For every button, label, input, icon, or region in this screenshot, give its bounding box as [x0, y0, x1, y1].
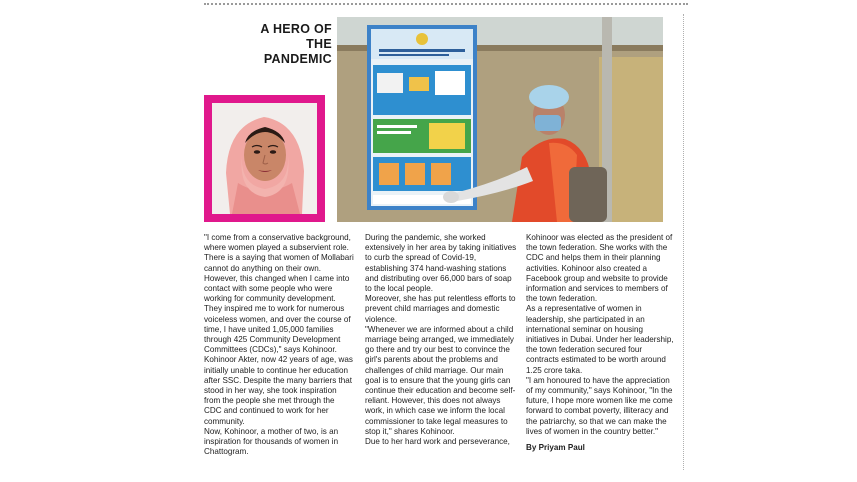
paragraph: Kohinoor Akter, now 42 years of age, was initially unable to continue her education after SSC. Despite the many barriers that stood in her way, she took inspiration from the people she met through the CDC and continued to work for her community.: [204, 355, 353, 426]
paragraph: Now, Kohinoor, a mother of two, is an inspiration for thousands of women in Chattogram.: [204, 426, 339, 457]
title-line-2: PANDEMIC: [263, 52, 332, 66]
article-column-1: [204, 233, 354, 457]
top-dotted-rule: [204, 3, 688, 5]
column-divider: [683, 14, 684, 470]
portrait-frame: [204, 95, 325, 222]
article-column-2: [365, 233, 517, 447]
poster-photo: [337, 17, 663, 222]
paragraph: Due to her hard work and perseverance,: [365, 437, 510, 447]
title-line-1: A HERO OF THE: [260, 22, 332, 51]
paragraph: Moreover, she has put relentless efforts to prevent child marriages and domestic violence.: [365, 294, 516, 324]
paragraph: "I come from a conservative background, where women played a subservient role. There is a saying that women of Mollabari cannot do anything on their own. However, this changed when I came into contact with some people who were working for community development. They inspired me to work for numerous voiceless women, and over the course of time, I have united 1,05,000 families through 425 Community Development Committees (CDCs)," says Kohinoor.: [204, 233, 354, 355]
paragraph: During the pandemic, she worked extensively in her area by taking initiatives to curb the spread of Covid-19, establishing 374 hand-washing stations and distributing over 66,000 bars of soap to the local people.: [365, 233, 517, 294]
paragraph: "Whenever we are informed about a child marriage being arranged, we immediately go there and try our best to convince the girl's parents about the problems and challenges of child marriage. Our main goal is to ensure that the young girls can continue their education and become self-reliant. However, this does not always work, in which case we inform the local commissioner to take legal measures to stop it," shares Kohinoor.: [365, 324, 516, 436]
article-column-3: [526, 233, 676, 453]
portrait-photo: [212, 103, 317, 214]
paragraph: As a representative of women in leadership, she participated in an international seminar on housing initiatives in Dubai. Under her leadership, the town federation secured four contracts estimated to be worth around 1.25 crore taka.: [526, 304, 674, 375]
article-title: [232, 22, 332, 67]
paragraph: Kohinoor was elected as the president of the town federation. She works with the CDC and helps them in their planning activities. Kohinoor also created a Facebook group and website to provide information and services to members of the town federation.: [526, 233, 673, 304]
paragraph: "I am honoured to have the appreciation of my community," says Kohinoor, "In the future, I hope more women like me come forward to combat poverty, illiteracy and the patriarchy, so that we can make the lives of women in the country better.": [526, 375, 673, 436]
byline: By Priyam Paul: [526, 443, 585, 453]
